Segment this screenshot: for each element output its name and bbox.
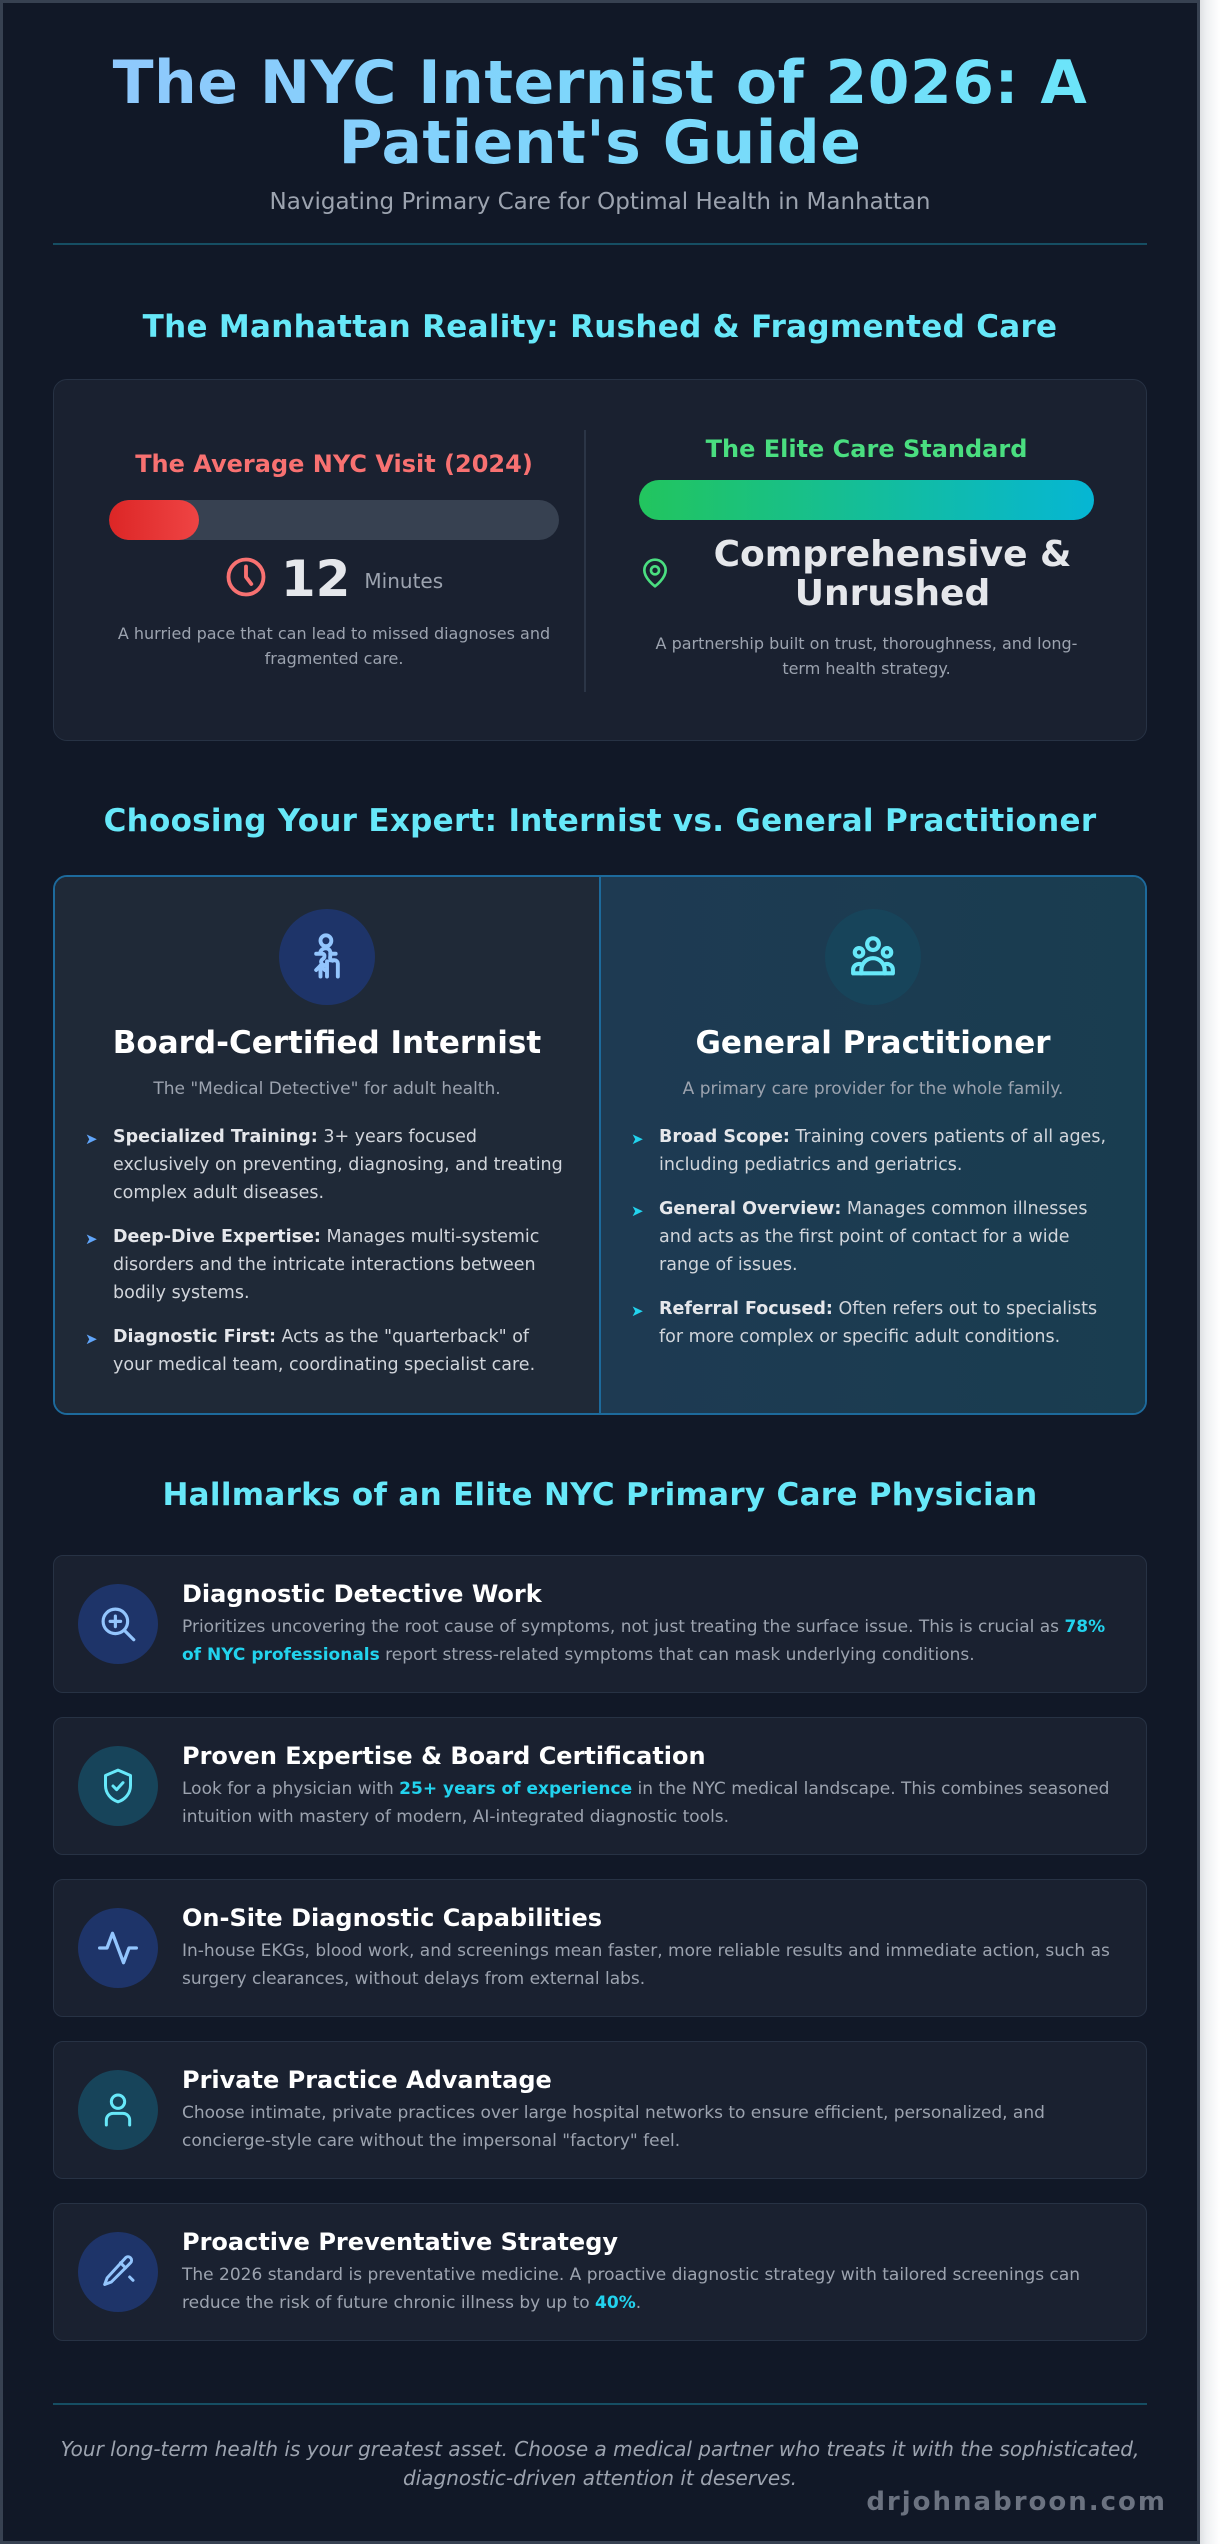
hallmark-title: Diagnostic Detective Work (182, 1580, 542, 1608)
page-shadow (1197, 0, 1220, 2544)
internist-points (85, 1123, 569, 1379)
hallmark-description: Look for a physician with 25+ years of experience in the NYC medical landscape. This combines seasoned intuition with mastery of modern, AI-integrated diagnostic tools. (182, 1778, 1110, 1827)
average-visit-heading: The Average NYC Visit (2024) (135, 450, 533, 478)
reality-divider (584, 430, 586, 692)
highlight-stat: 40% (595, 2292, 636, 2313)
point-label: Broad Scope: (659, 1127, 790, 1147)
hallmark-description: The 2026 standard is preventative medicine. A proactive diagnostic strategy with tailored screenings can reduce the risk of future chronic illness by up to 40%. (182, 2264, 1081, 2313)
arrow-right-icon: ➤ (631, 1302, 644, 1320)
point-label: Specialized Training: (113, 1127, 318, 1147)
elite-standard-bar (639, 480, 1094, 520)
point-label: Referral Focused: (659, 1299, 833, 1319)
hallmark-title: On-Site Diagnostic Capabilities (182, 1904, 603, 1932)
page-subtitle: Navigating Primary Care for Optimal Health in Manhattan (269, 189, 931, 215)
reality-comparison-card (53, 379, 1147, 741)
gp-point (631, 1295, 1115, 1351)
hallmark-card (53, 2203, 1147, 2341)
users-group-icon (825, 909, 921, 1005)
footer-divider (53, 2403, 1147, 2405)
gp-point (631, 1123, 1115, 1179)
hallmark-card (53, 1879, 1147, 2017)
point-text: Manages multi-systemic disorders and the intricate interactions between bodily systems. (113, 1227, 540, 1303)
point-text: Often refers out to specialists for more complex or specific adult conditions. (659, 1299, 1098, 1347)
point-label: Diagnostic First: (113, 1327, 276, 1347)
average-visit-description: A hurried pace that can lead to missed diagnoses and fragmented care. (117, 624, 551, 668)
elite-standard-panel (639, 435, 1094, 681)
point-text: Manages common illnesses and acts as the first point of contact for a wide range of issues. (659, 1199, 1088, 1275)
arrow-right-icon: ➤ (85, 1230, 98, 1248)
arrow-right-icon: ➤ (631, 1130, 644, 1148)
average-visit-minutes: 12 (280, 550, 351, 608)
gp-point (631, 1195, 1115, 1279)
footer-brand-link[interactable]: drjohnabroon.com (866, 2487, 1167, 2517)
elite-standard-description: A partnership built on trust, thoroughness, and long-term health strategy. (655, 633, 1078, 678)
highlight-stat: 25+ years of experience (399, 1778, 633, 1799)
elite-standard-stat (639, 536, 1094, 614)
comparison-section-title: Choosing Your Expert: Internist vs. General Practitioner (103, 803, 1097, 839)
arrow-right-icon: ➤ (85, 1330, 98, 1348)
internist-point (85, 1323, 569, 1379)
zoom-in-icon (78, 1584, 158, 1664)
hallmark-title: Proven Expertise & Board Certification (182, 1742, 706, 1770)
average-visit-panel (109, 450, 559, 672)
hallmark-card (53, 1555, 1147, 1693)
gp-title: General Practitioner (695, 1025, 1051, 1061)
average-visit-stat (109, 550, 559, 608)
map-pin-icon (639, 557, 671, 593)
internist-vs-gp-comparison (53, 875, 1147, 1415)
arrow-right-icon: ➤ (85, 1130, 98, 1148)
point-label: Deep-Dive Expertise: (113, 1227, 321, 1247)
shield-check-icon (78, 1746, 158, 1826)
hallmark-card (53, 1717, 1147, 1855)
hallmark-description: Choose intimate, private practices over large hospital networks to ensure efficient, personalized, and concierge-style care without the impersonal "factory" feel. (182, 2102, 1045, 2151)
hallmarks-section-title: Hallmarks of an Elite NYC Primary Care Physician (162, 1477, 1038, 1513)
average-visit-unit: Minutes (364, 569, 444, 593)
internist-point (85, 1123, 569, 1207)
header-divider (53, 243, 1147, 245)
arrow-right-icon: ➤ (631, 1202, 644, 1220)
internist-title: Board-Certified Internist (112, 1025, 542, 1061)
page-header (3, 48, 1197, 215)
gp-column (601, 877, 1145, 1413)
point-label: General Overview: (659, 1199, 842, 1219)
hallmark-title: Proactive Preventative Strategy (182, 2228, 619, 2256)
reality-section-title: The Manhattan Reality: Rushed & Fragmented Care (142, 309, 1058, 345)
person-standing-icon (279, 909, 375, 1005)
hallmark-description: In-house EKGs, blood work, and screenings mean faster, more reliable results and immediate action, such as surgery clearances, without delays from external labs. (182, 1940, 1110, 1989)
average-visit-bar-fill (109, 500, 199, 540)
gp-points (631, 1123, 1115, 1351)
hallmark-card (53, 2041, 1147, 2179)
point-text: Acts as the "quarterback" of your medical team, coordinating specialist care. (113, 1327, 536, 1375)
internist-subtitle: The "Medical Detective" for adult health. (153, 1079, 501, 1099)
internist-point (85, 1223, 569, 1307)
footer-quote: Your long-term health is your greatest asset. Choose a medical partner who treats it with the sophisticated, diagnostic-driven attention it deserves. (60, 2437, 1140, 2490)
point-text: Training covers patients of all ages, including pediatrics and geriatrics. (659, 1127, 1107, 1175)
activity-icon (78, 1908, 158, 1988)
elite-standard-heading: The Elite Care Standard (705, 435, 1028, 463)
clock-icon (225, 556, 267, 602)
hallmark-description: Prioritizes uncovering the root cause of symptoms, not just treating the surface issue. This is crucial as 78% of NYC professionals report stress-related symptoms that can mask underlying conditions. (182, 1616, 1106, 1665)
gp-subtitle: A primary care provider for the whole family. (682, 1079, 1064, 1099)
user-icon (78, 2070, 158, 2150)
pen-icon (78, 2232, 158, 2312)
highlight-stat: 78% of NYC professionals (182, 1616, 1106, 1665)
hallmark-title: Private Practice Advantage (182, 2066, 552, 2094)
point-text: 3+ years focused exclusively on preventing, diagnosing, and treating complex adult diseases. (113, 1127, 563, 1203)
page-title: The NYC Internist of 2026: A Patient's Guide (3, 53, 1197, 173)
elite-standard-value: Comprehensive & Unrushed (713, 534, 1072, 614)
average-visit-bar (109, 500, 559, 540)
internist-column (55, 877, 601, 1413)
